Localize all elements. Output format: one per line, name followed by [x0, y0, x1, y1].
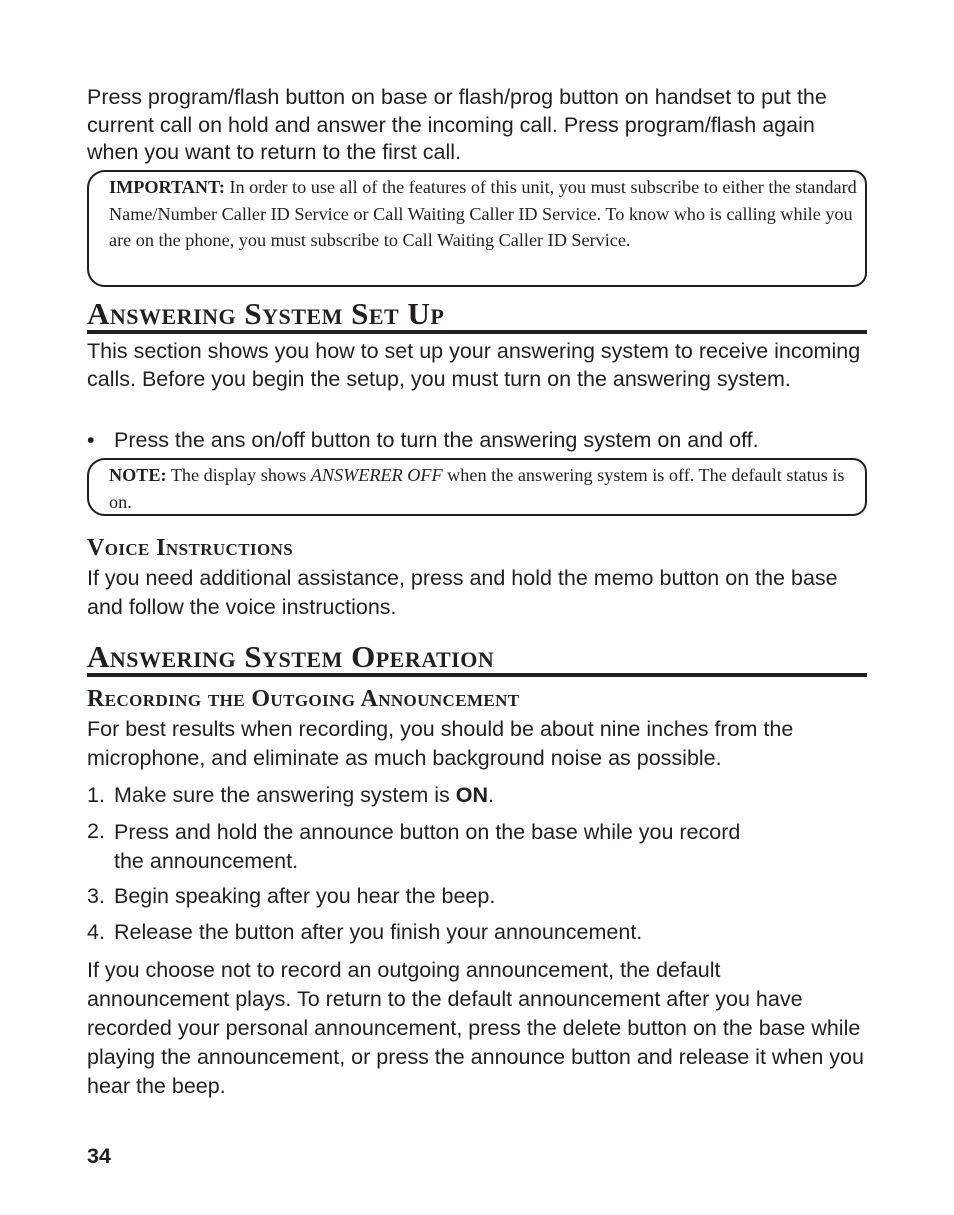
closing-paragraph: If you choose not to record an outgoing announcement, the default announcement plays. To return to the default announcement after you have recorded your personal announcement, press the delete button on the base while playing the announcement, or press the announce button and release it when you hear the beep.: [87, 958, 864, 1098]
note-label: NOTE:: [109, 465, 167, 485]
bullet-mark: •: [87, 428, 95, 452]
step-bold-text: ON: [455, 783, 488, 807]
step-text: Make sure the answering system is: [114, 783, 456, 807]
step-item-3: [87, 883, 847, 911]
note-text-after: when the answering system is off. The default status is on.: [109, 465, 845, 512]
step-item-4: [87, 919, 847, 947]
step-number: 4.: [87, 920, 105, 944]
note-text-before: The display shows: [166, 465, 311, 485]
important-label: IMPORTANT:: [109, 177, 225, 197]
step-item-1: [87, 782, 847, 810]
step-item-2: [87, 818, 847, 876]
important-callout: [87, 170, 867, 287]
setup-bullet-item: [87, 427, 847, 455]
step-text: Release the button after you finish your announcement.: [114, 920, 643, 944]
step-text-line2: the announcement.: [114, 849, 299, 873]
important-text: In order to use all of the features of this unit, you must subscribe to either the standard Name/Number Caller ID Service or Call Waiting Caller ID Service. To know who is calling while you are on the phone, you must subscribe to Call Waiting Caller ID Service.: [109, 177, 857, 250]
intro-paragraph: Press program/flash button on base or flash/prog button on handset to put the current call on hold and answer the incoming call. Press program/flash again when you want to return to the first call.: [87, 85, 827, 164]
note-display-text: ANSWERER OFF: [310, 465, 443, 485]
setup-paragraph: This section shows you how to set up your answering system to receive incoming calls. Before you begin the setup, you must turn on the answering system.: [87, 339, 861, 391]
subheading-recording: Recording the Outgoing Announcement: [87, 686, 520, 712]
note-callout: [87, 458, 867, 516]
subheading-voice-instructions: Voice Instructions: [87, 535, 294, 561]
operation-paragraph: For best results when recording, you should be about nine inches from the microphone, and eliminate as much background noise as possible.: [87, 717, 794, 770]
page-number: 34: [87, 1144, 111, 1168]
step-number: 3.: [87, 884, 105, 908]
section-heading-operation: Answering System Operation: [87, 642, 867, 677]
bullet-text: Press the ans on/off button to turn the answering system on and off.: [114, 428, 759, 452]
voice-paragraph: If you need additional assistance, press and hold the memo button on the base and follow the voice instructions.: [87, 566, 838, 619]
step-text-line1: Press and hold the announce button on the base while you record: [114, 820, 741, 844]
step-number: 2.: [87, 819, 105, 843]
section-heading-setup: Answering System Set Up: [87, 299, 867, 334]
step-text-end: .: [488, 783, 494, 807]
step-number: 1.: [87, 783, 105, 807]
step-text: Begin speaking after you hear the beep.: [114, 884, 496, 908]
